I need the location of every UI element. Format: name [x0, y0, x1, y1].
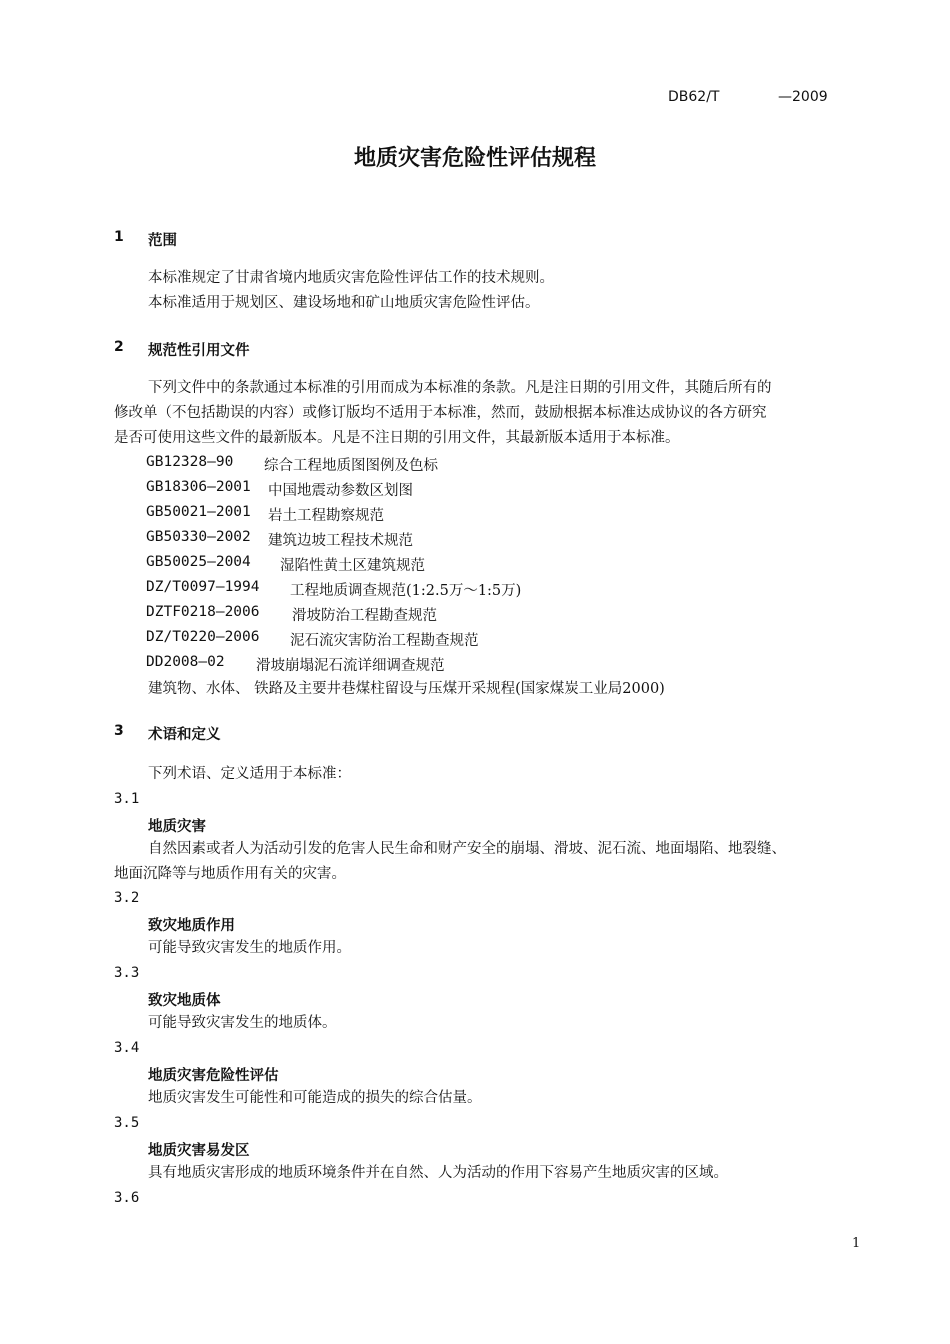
reference-code: GB50025—2004 — [146, 554, 251, 570]
term-name: 地质灾害危险性评估 — [148, 1068, 279, 1084]
reference-title: 建筑边坡工程技术规范 — [268, 533, 413, 549]
reference-title: 湿陷性黄土区建筑规范 — [280, 558, 425, 574]
section-2-intro-line-1: 下列文件中的条款通过本标准的引用而成为本标准的条款。凡是注日期的引用文件，其随后所有的 — [148, 380, 772, 396]
term-definition-line-1: 可能导致灾害发生的地质体。 — [148, 1015, 337, 1031]
reference-title: 中国地震动参数区划图 — [268, 483, 413, 499]
reference-title: 泥石流灾害防治工程勘查规范 — [290, 633, 479, 649]
section-2-number: 2 — [114, 339, 124, 355]
reference-code: GB50330—2002 — [146, 529, 251, 545]
term-definition-line-1: 可能导致灾害发生的地质作用。 — [148, 940, 351, 956]
document-title: 地质灾害危险性评估规程 — [353, 146, 596, 171]
section-2-intro-line-3: 是否可使用这些文件的最新版本。凡是不注日期的引用文件，其最新版本适用于本标准。 — [114, 430, 680, 446]
reference-code: DZTF0218—2006 — [146, 604, 260, 620]
page-number: 1 — [852, 1236, 861, 1251]
standard-code: DB62/T — [668, 89, 720, 105]
section-2-intro-line-2: 修改单（不包括勘误的内容）或修订版均不适用于本标准，然而，鼓励根据本标准达成协议的各方研究 — [114, 405, 767, 421]
reference-title: 综合工程地质图图例及色标 — [264, 458, 438, 474]
section-3-intro: 下列术语、定义适用于本标准： — [148, 766, 351, 782]
term-number: 3.2 — [114, 890, 140, 906]
term-number: 3.4 — [114, 1040, 140, 1056]
reference-code: DZ/T0097—1994 — [146, 579, 260, 595]
reference-code: DD2008—02 — [146, 654, 225, 670]
term-name: 致灾地质体 — [148, 993, 221, 1009]
reference-title: 滑坡崩塌泥石流详细调查规范 — [256, 658, 445, 674]
term-number: 3.3 — [114, 965, 140, 981]
section-1-number: 1 — [114, 229, 124, 245]
reference-code: GB50021—2001 — [146, 504, 251, 520]
section-3-number: 3 — [114, 723, 124, 739]
term-name: 致灾地质作用 — [148, 918, 235, 934]
section-3-title: 术语和定义 — [148, 727, 221, 743]
reference-code: DZ/T0220—2006 — [146, 629, 260, 645]
term-number: 3.6 — [114, 1190, 140, 1206]
term-definition-line-1: 具有地质灾害形成的地质环境条件并在自然、人为活动的作用下容易产生地质灾害的区域。 — [148, 1165, 728, 1181]
term-number: 3.1 — [114, 791, 140, 807]
reference-title: 岩土工程勘察规范 — [268, 508, 384, 524]
reference-title: 滑坡防治工程勘查规范 — [292, 608, 437, 624]
reference-last: 建筑物、水体、 铁路及主要井巷煤柱留设与压煤开采规程(国家煤炭工业局2000) — [148, 681, 665, 697]
section-1-paragraph-1: 本标准规定了甘肃省境内地质灾害危险性评估工作的技术规则。 — [148, 270, 554, 286]
term-definition-line-2: 地面沉降等与地质作用有关的灾害。 — [114, 866, 346, 882]
reference-code: GB12328—90 — [146, 454, 234, 470]
section-1-title: 范围 — [148, 233, 177, 249]
term-definition-line-1: 地质灾害发生可能性和可能造成的损失的综合估量。 — [148, 1090, 482, 1106]
term-definition-line-1: 自然因素或者人为活动引发的危害人民生命和财产安全的崩塌、滑坡、泥石流、地面塌陷、地裂缝、 — [148, 841, 786, 857]
standard-year: —2009 — [778, 89, 828, 105]
section-2-title: 规范性引用文件 — [148, 343, 250, 359]
term-name: 地质灾害易发区 — [148, 1143, 250, 1159]
term-number: 3.5 — [114, 1115, 140, 1131]
section-1-paragraph-2: 本标准适用于规划区、建设场地和矿山地质灾害危险性评估。 — [148, 295, 540, 311]
reference-title: 工程地质调查规范(1:2.5万～1:5万) — [290, 583, 522, 599]
reference-code: GB18306—2001 — [146, 479, 251, 495]
term-name: 地质灾害 — [148, 819, 206, 835]
